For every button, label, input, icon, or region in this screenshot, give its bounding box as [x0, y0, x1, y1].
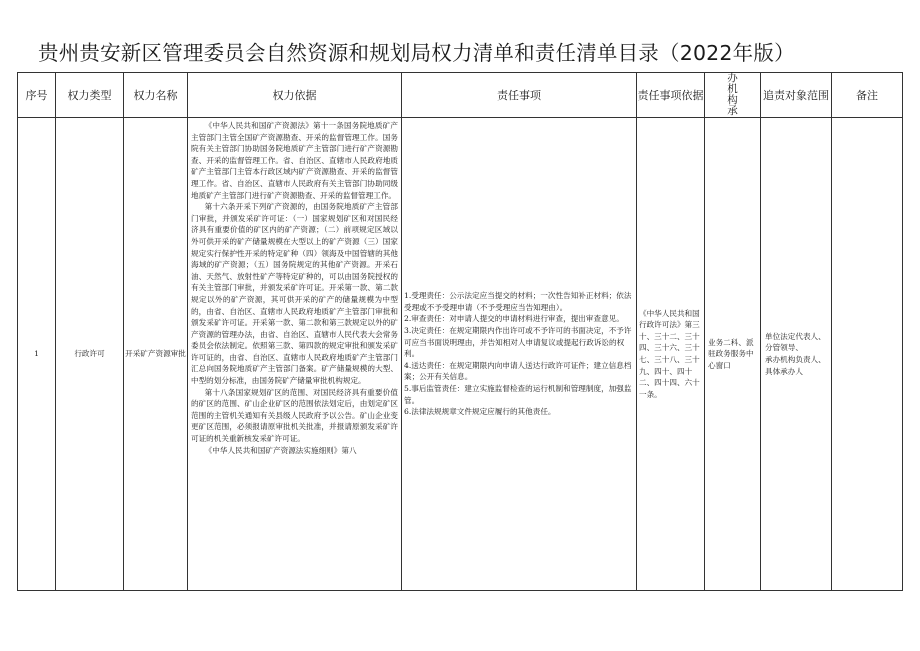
header-seq: 序号: [18, 73, 56, 118]
cell-responsibility: [402, 118, 637, 591]
scope-item: 承办机构负责人、: [765, 355, 826, 364]
header-resp-basis: 责任事项依据: [637, 73, 705, 118]
basis-paragraph: 《中华人民共和国矿产资源法》第十一条国务院地质矿产主管部门主管全国矿产资源勘查、开采的监督管理工作。国务院有关主管部门协助国务院地质矿产主管部门进行矿产资源勘查、开采的监督管理工作。省、自治区、直辖市人民政府地质矿产主管部门主管本行政区域内矿产资源勘查、开采的监督管理工作。省、自治区、直辖市人民政府有关主管部门协助同级地质矿产主管部门进行矿产资源勘查、开采的监督管理工作。: [191, 121, 398, 200]
cell-scope: [761, 118, 832, 591]
header-power-name: 权力名称: [124, 73, 188, 118]
table-row: [18, 118, 903, 591]
table-header-row: [18, 73, 903, 118]
basis-paragraph: 第十六条开采下列矿产资源的，由国务院地质矿产主管部门审批，并颁发采矿许可证：（一）国家规划矿区和对国民经济具有重要价值的矿区内的矿产资源；（二）前项规定区域以外可供开采的矿产储量规模在大型以上的矿产资源（三）国家规定实行保护性开采的特定矿种（四）领海及中国管辖的其他海域的矿产资源；（五）国务院规定的其他矿产资源。开采石油、天然气、放射性矿产等特定矿种的，可以由国务院授权的有关主管部门审批，并颁发采矿许可证。开采第一款、第二款规定以外的矿产资源，其可供开采的矿产的储量规模为中型的，由省、自治区、直辖市人民政府地质矿产主管部门审批和颁发采矿许可证。开采第一款、第二款和第三款规定以外的矿产资源的管理办法，由省、自治区、直辖市人民代表大会常务委员会依法制定。依照第三款、第四款的规定审批和颁发采矿许可证的，由省、自治区、直辖市人民政府地质矿产主管部门汇总向国务院地质矿产主管部门备案。矿产储量规模的大型、中型的划分标准，由国务院矿产储量审批机构规定。: [191, 202, 398, 386]
header-power-type: 权力类型: [56, 73, 124, 118]
cell-basis: [188, 118, 402, 591]
responsibility-item: 3.决定责任：在规定期限内作出许可或不予许可的书面决定，不予许可应当书面说明理由，并告知相对人申请复议或提起行政诉讼的权利。: [404, 326, 632, 359]
header-responsibility: 责任事项: [402, 73, 637, 118]
cell-power-type: 行政许可: [56, 118, 124, 591]
header-handler-label: 办机构承: [727, 72, 738, 117]
cell-handler: 业务二科、派驻政务服务中心窗口: [705, 118, 761, 591]
basis-paragraph: 第十八条国家规划矿区的范围、对国民经济具有重要价值的矿区的范围、矿山企业矿区的范围依法划定后，由划定矿区范围的主管机关通知有关县级人民政府予以公告。矿山企业变更矿区范围，必须报请原审批机关批准，并报请原颁发采矿许可证的机关重新核发采矿许可证。: [191, 387, 398, 444]
scope-item: 单位法定代表人、: [765, 331, 826, 341]
responsibility-item: 6.法律法规规章文件规定应履行的其他责任。: [404, 407, 556, 417]
responsibility-item: 4.送达责任：在规定期限内向申请人送达行政许可证件；建立信息档案；公开有关信息。: [404, 360, 632, 382]
header-basis: 权力依据: [188, 73, 402, 118]
scope-item: 分管领导、: [765, 343, 803, 353]
header-remark: 备注: [832, 73, 903, 118]
responsibility-item: 2.审查责任：对申请人提交的申请材料进行审查，提出审查意见。: [404, 314, 624, 324]
cell-resp-basis: 《中华人民共和国行政许可法》第三十、三十二、三十四、三十六、三十七、三十八、三十九、四十、四十二、四十四、六十一条。: [637, 118, 705, 591]
basis-paragraph: 《中华人民共和国矿产资源法实施细则》第八: [204, 445, 357, 455]
responsibility-item: 1.受理责任：公示法定应当提交的材料；一次性告知补正材料；依法受理或不予受理申请（不予受理应当告知理由）。: [404, 291, 632, 312]
cell-power-name: 开采矿产资源审批: [124, 118, 188, 591]
responsibility-item: 5.事后监管责任：建立实施监督检查的运行机制和管理制度，加强监管。: [404, 383, 632, 405]
power-list-table: [17, 72, 903, 591]
cell-seq: 1: [18, 118, 56, 591]
header-handler: [705, 73, 761, 118]
page-title: 贵州贵安新区管理委员会自然资源和规划局权力清单和责任清单目录（2022年版）: [38, 41, 795, 65]
cell-remark: [832, 118, 903, 591]
header-scope: 追责对象范围: [761, 73, 832, 118]
scope-item: 具体承办人: [765, 366, 803, 376]
